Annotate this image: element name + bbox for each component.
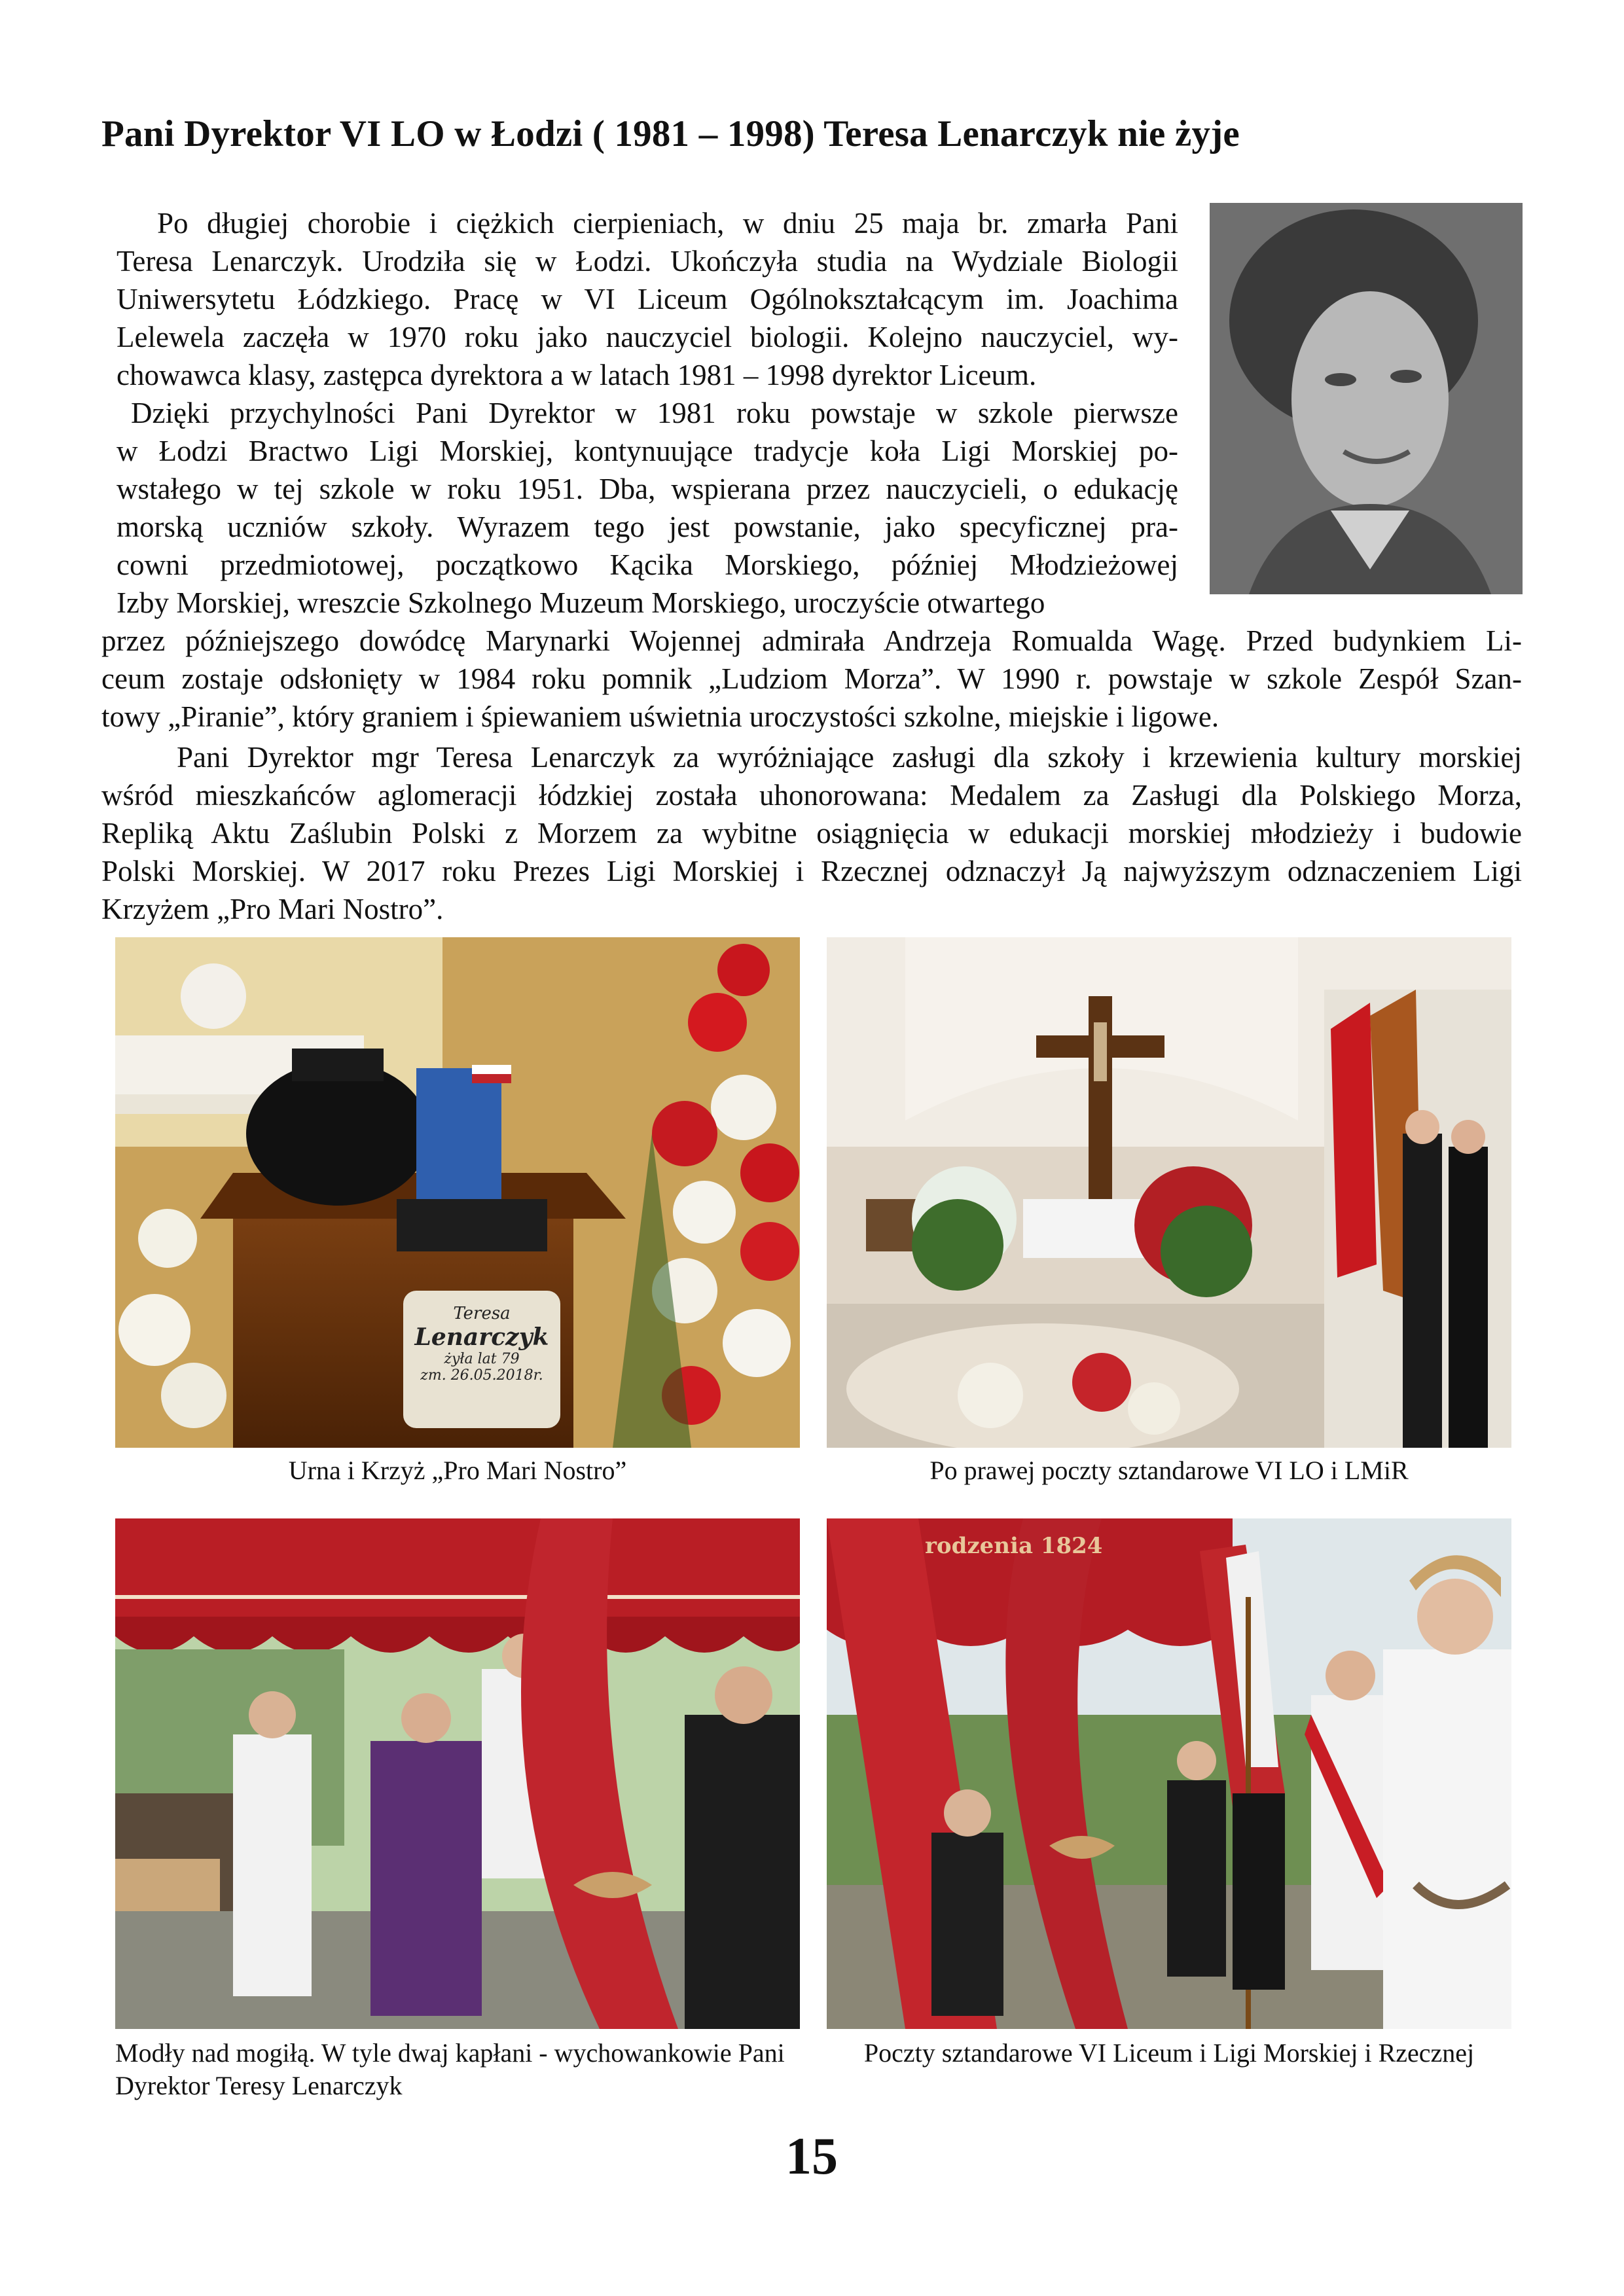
body-line: morską uczniów szkoły. Wyrazem tego jest powstanie, jako specyficznej pra- xyxy=(117,511,1178,543)
banner-text: rodzenia 1824 xyxy=(925,1533,1103,1559)
body-line: towy „Piranie”, który graniem i śpiewaniem uświetnia uroczystości szkolne, miejskie i ligowe. xyxy=(101,700,1219,733)
urn-plaque xyxy=(410,1304,554,1384)
body-line: w Łodzi Bractwo Ligi Morskiej, kontynuujące tradycje koła Ligi Morskiej po- xyxy=(117,435,1178,467)
body-line: Polski Morskiej. W 2017 roku Prezes Ligi Morskiej i Rzecznej odznaczył Ją najwyższym odznaczeniem Ligi xyxy=(101,855,1522,888)
urn-photo xyxy=(115,937,800,1448)
body-line: Izby Morskiej, wreszcie Szkolnego Muzeum Morskiego, uroczyście otwartego xyxy=(117,586,1045,619)
body-line: Krzyżem „Pro Mari Nostro”. xyxy=(101,893,444,925)
body-line: ceum zostaje odsłonięty w 1984 roku pomnik „Ludziom Morza”. W 1990 r. powstaje w szkole Zespół Szan- xyxy=(101,662,1522,695)
body-line: Po długiej chorobie i ciężkich cierpieniach, w dniu 25 maja br. zmarła Pani xyxy=(157,207,1178,240)
page-number: 15 xyxy=(785,2128,838,2185)
flag-bearers-photo xyxy=(827,1518,1511,2029)
body-line: cowni przedmiotowej, początkowo Kącika Morskiego, później Młodzieżowej xyxy=(117,548,1178,581)
caption-grave-prayer-2: Dyrektor Teresy Lenarczyk xyxy=(115,2071,403,2100)
body-line: przez późniejszego dowódcę Marynarki Wojennej admirała Andrzeja Romualda Wagę. Przed budynkiem Li- xyxy=(101,624,1522,657)
caption-chapel: Po prawej poczty sztandarowe VI LO i LMiR xyxy=(929,1456,1409,1485)
body-line: Uniwersytetu Łódzkiego. Pracę w VI Liceum Ogólnokształcącym im. Joachima xyxy=(117,283,1178,315)
body-line: wstałego w tej szkole w roku 1951. Dba, wspierana przez nauczycieli, o edukację xyxy=(117,473,1178,505)
plaque-line: Lenarczyk xyxy=(414,1323,549,1351)
body-line: Repliką Aktu Zaślubin Polski z Morzem za wybitne osiągnięcia w edukacji morskiej młodzieży i budowie xyxy=(101,817,1522,850)
portrait-photo xyxy=(1210,203,1523,594)
plaque-line: żyła lat 79 xyxy=(444,1351,520,1367)
plaque-line: zm. 26.05.2018r. xyxy=(420,1367,543,1384)
body-line: Dzięki przychylności Pani Dyrektor w 1981 roku powstaje w szkole pierwsze xyxy=(131,397,1178,429)
grave-prayer-photo xyxy=(115,1518,800,2029)
plaque-line: Teresa xyxy=(453,1304,511,1323)
caption-grave-prayer-1: Modły nad mogiłą. W tyle dwaj kapłani - wychowankowie Pani xyxy=(115,2038,785,2068)
body-line: Lelewela zaczęła w 1970 roku jako nauczyciel biologii. Kolejno nauczyciel, wy- xyxy=(117,321,1178,353)
body-line: Teresa Lenarczyk. Urodziła się w Łodzi. Ukończyła studia na Wydziale Biologii xyxy=(117,245,1178,278)
caption-flag-bearers: Poczty sztandarowe VI Liceum i Ligi Morskiej i Rzecznej xyxy=(863,2038,1475,2068)
caption-urn: Urna i Krzyż „Pro Mari Nostro” xyxy=(288,1456,627,1485)
article-title: Pani Dyrektor VI LO w Łodzi ( 1981 – 1998) Teresa Lenarczyk nie żyje xyxy=(101,113,1240,154)
body-line: Pani Dyrektor mgr Teresa Lenarczyk za wyróżniające zasługi dla szkoły i krzewienia kultury morskiej xyxy=(177,741,1522,774)
body-line: wśród mieszkańców aglomeracji łódzkiej została uhonorowana: Medalem za Zasługi dla Polskiego Morza, xyxy=(101,779,1522,812)
body-line: chowawca klasy, zastępca dyrektora a w latach 1981 – 1998 dyrektor Liceum. xyxy=(117,359,1037,391)
chapel-photo xyxy=(827,937,1511,1448)
